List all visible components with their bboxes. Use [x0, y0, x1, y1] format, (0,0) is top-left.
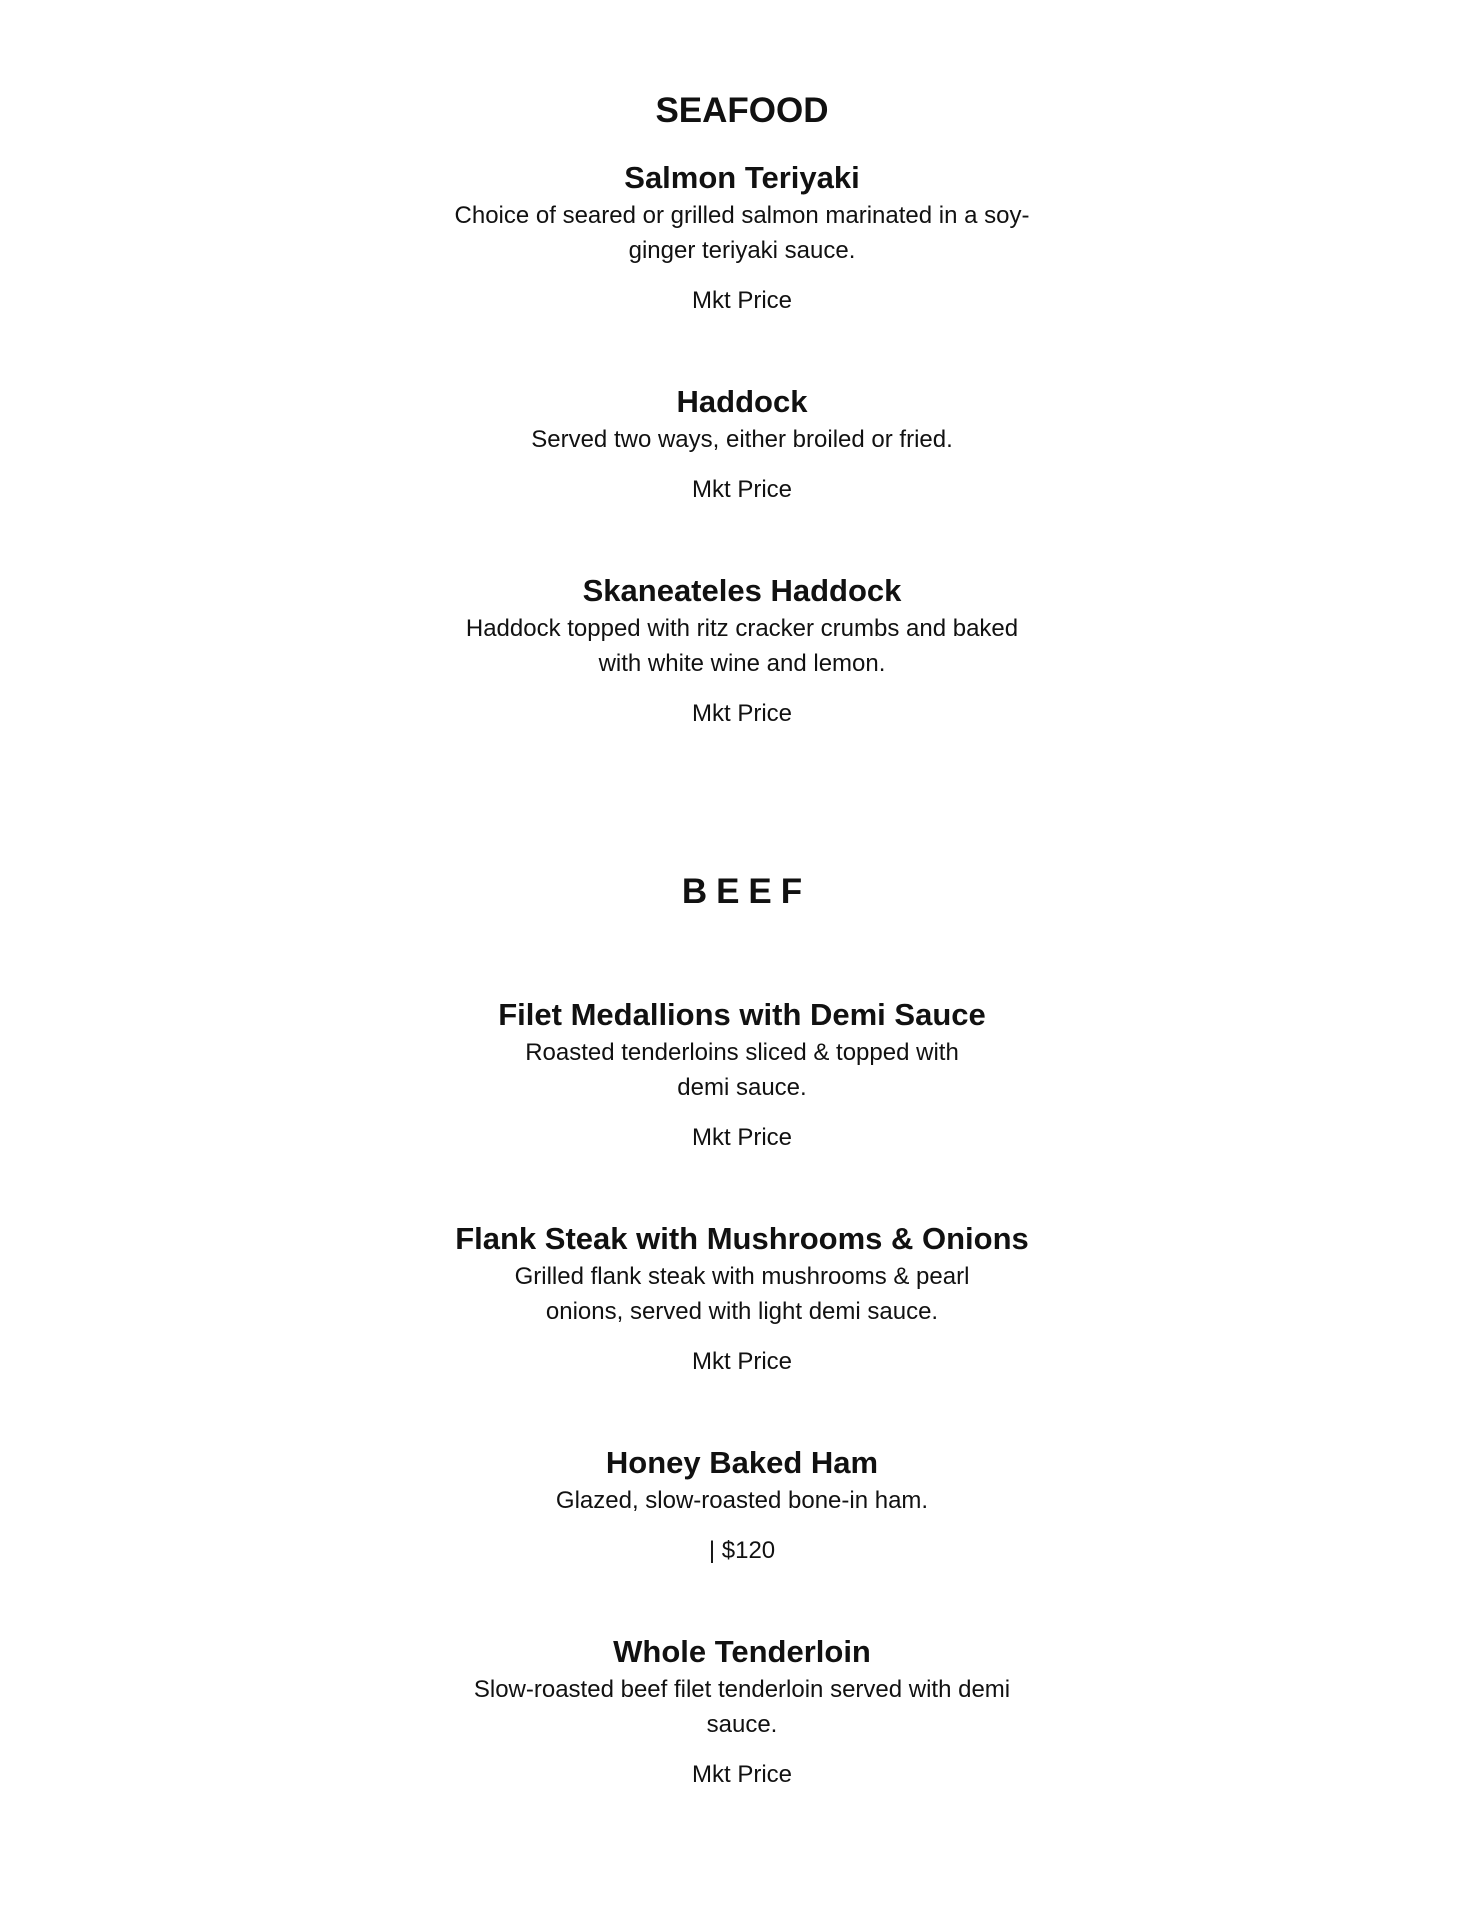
item-description: Glazed, slow-roasted bone-in ham.: [555, 1487, 929, 1514]
menu-item-whole-tenderloin: [442, 1632, 1042, 1790]
item-price: Mkt Price: [691, 700, 792, 727]
menu-item-haddock: [442, 382, 1042, 505]
item-name: Filet Medallions with Demi Sauce: [498, 997, 986, 1032]
menu-item-skaneateles-haddock: [442, 571, 1042, 729]
item-description: Haddock topped with ritz cracker crumbs and baked with white wine and lemon.: [465, 615, 1019, 677]
item-name: Skaneateles Haddock: [582, 573, 902, 608]
item-description: Slow-roasted beef filet tenderloin served with demi sauce.: [473, 1676, 1011, 1738]
item-name: Haddock: [676, 384, 808, 419]
menu-item-flank-steak: [442, 1219, 1042, 1377]
item-price: Mkt Price: [691, 1761, 792, 1788]
section-title-seafood: SEAFOOD: [655, 91, 829, 130]
item-price: Mkt Price: [691, 287, 792, 314]
item-name: Salmon Teriyaki: [624, 160, 860, 195]
item-description: Served two ways, either broiled or fried.: [531, 426, 953, 453]
item-name: Honey Baked Ham: [605, 1445, 879, 1480]
item-name: Flank Steak with Mushrooms & Onions: [455, 1221, 1029, 1256]
menu-item-filet-medallions: [442, 995, 1042, 1153]
item-description: Roasted tenderloins sliced & topped with demi sauce.: [525, 1039, 959, 1101]
menu-item-salmon-teriyaki: [442, 158, 1042, 316]
item-description: Grilled flank steak with mushrooms & pearl onions, served with light demi sauce.: [514, 1263, 970, 1325]
item-price: Mkt Price: [691, 1348, 792, 1375]
item-price: | $120: [708, 1537, 776, 1564]
item-price: Mkt Price: [691, 1124, 792, 1151]
item-name: Whole Tenderloin: [613, 1634, 871, 1669]
item-price: Mkt Price: [691, 476, 792, 503]
section-title-beef: BEEF: [681, 872, 812, 911]
item-description: Choice of seared or grilled salmon marinated in a soy-ginger teriyaki sauce.: [454, 202, 1030, 264]
menu-item-honey-baked-ham: [442, 1443, 1042, 1566]
